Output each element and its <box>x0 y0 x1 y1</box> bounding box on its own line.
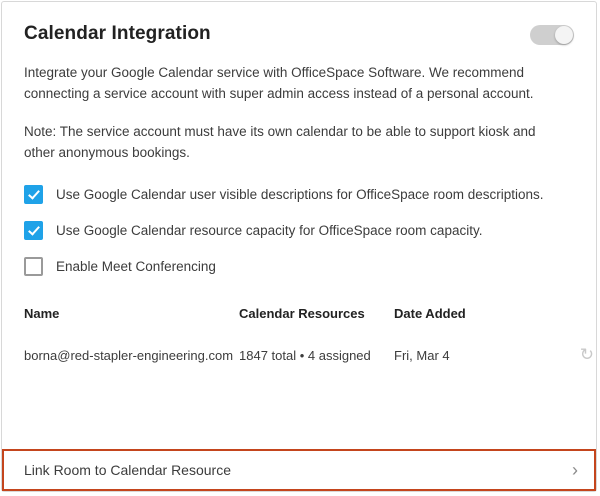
cell-date-added: Fri, Mar 4 <box>394 348 450 363</box>
calendar-integration-toggle[interactable] <box>530 25 574 45</box>
checkbox-label-resource-capacity: Use Google Calendar resource capacity for OfficeSpace room capacity. <box>56 222 483 238</box>
calendar-accounts-table <box>24 304 594 365</box>
checkbox-row-user-visible-descriptions[interactable] <box>24 185 574 204</box>
column-header-calendar-resources: Calendar Resources <box>239 306 365 321</box>
column-header-date-added: Date Added <box>394 306 466 321</box>
card-header <box>24 22 574 46</box>
table-row <box>24 332 594 365</box>
checkbox-row-meet-conferencing[interactable] <box>24 257 574 276</box>
chevron-right-icon: › <box>572 459 578 480</box>
description-paragraph-2: Note: The service account must have its own calendar to be able to support kiosk and other anonymous bookings. <box>24 124 536 160</box>
card-body <box>2 2 596 449</box>
checkbox-label-meet-conferencing: Enable Meet Conferencing <box>56 258 216 274</box>
cell-calendar-resources: 1847 total • 4 assigned <box>239 348 371 363</box>
column-header-actions <box>534 304 594 332</box>
checkbox-user-visible-descriptions[interactable] <box>24 185 43 204</box>
checkbox-resource-capacity[interactable] <box>24 221 43 240</box>
cell-actions <box>534 332 594 365</box>
link-room-label: Link Room to Calendar Resource <box>24 461 231 478</box>
toggle-knob <box>555 26 573 44</box>
checkbox-group <box>24 185 574 276</box>
table-body <box>24 332 594 365</box>
column-header-name: Name <box>24 306 60 321</box>
checkbox-label-user-visible-descriptions: Use Google Calendar user visible descriptions for OfficeSpace room descriptions. <box>56 186 544 202</box>
page-title: Calendar Integration <box>24 23 211 44</box>
refresh-icon[interactable]: ↻ <box>579 345 594 364</box>
cell-account-name: borna@red-stapler-engineering.com <box>24 348 234 363</box>
checkbox-row-resource-capacity[interactable] <box>24 221 574 240</box>
table-header-row <box>24 304 594 332</box>
description-paragraph-1: Integrate your Google Calendar service with OfficeSpace Software. We recommend connecting a service account with super admin access instead of a personal account. <box>24 65 534 101</box>
calendar-integration-card <box>1 1 597 492</box>
link-room-to-calendar-resource-button[interactable] <box>2 449 596 491</box>
table-head <box>24 304 594 332</box>
checkbox-meet-conferencing[interactable] <box>24 257 43 276</box>
